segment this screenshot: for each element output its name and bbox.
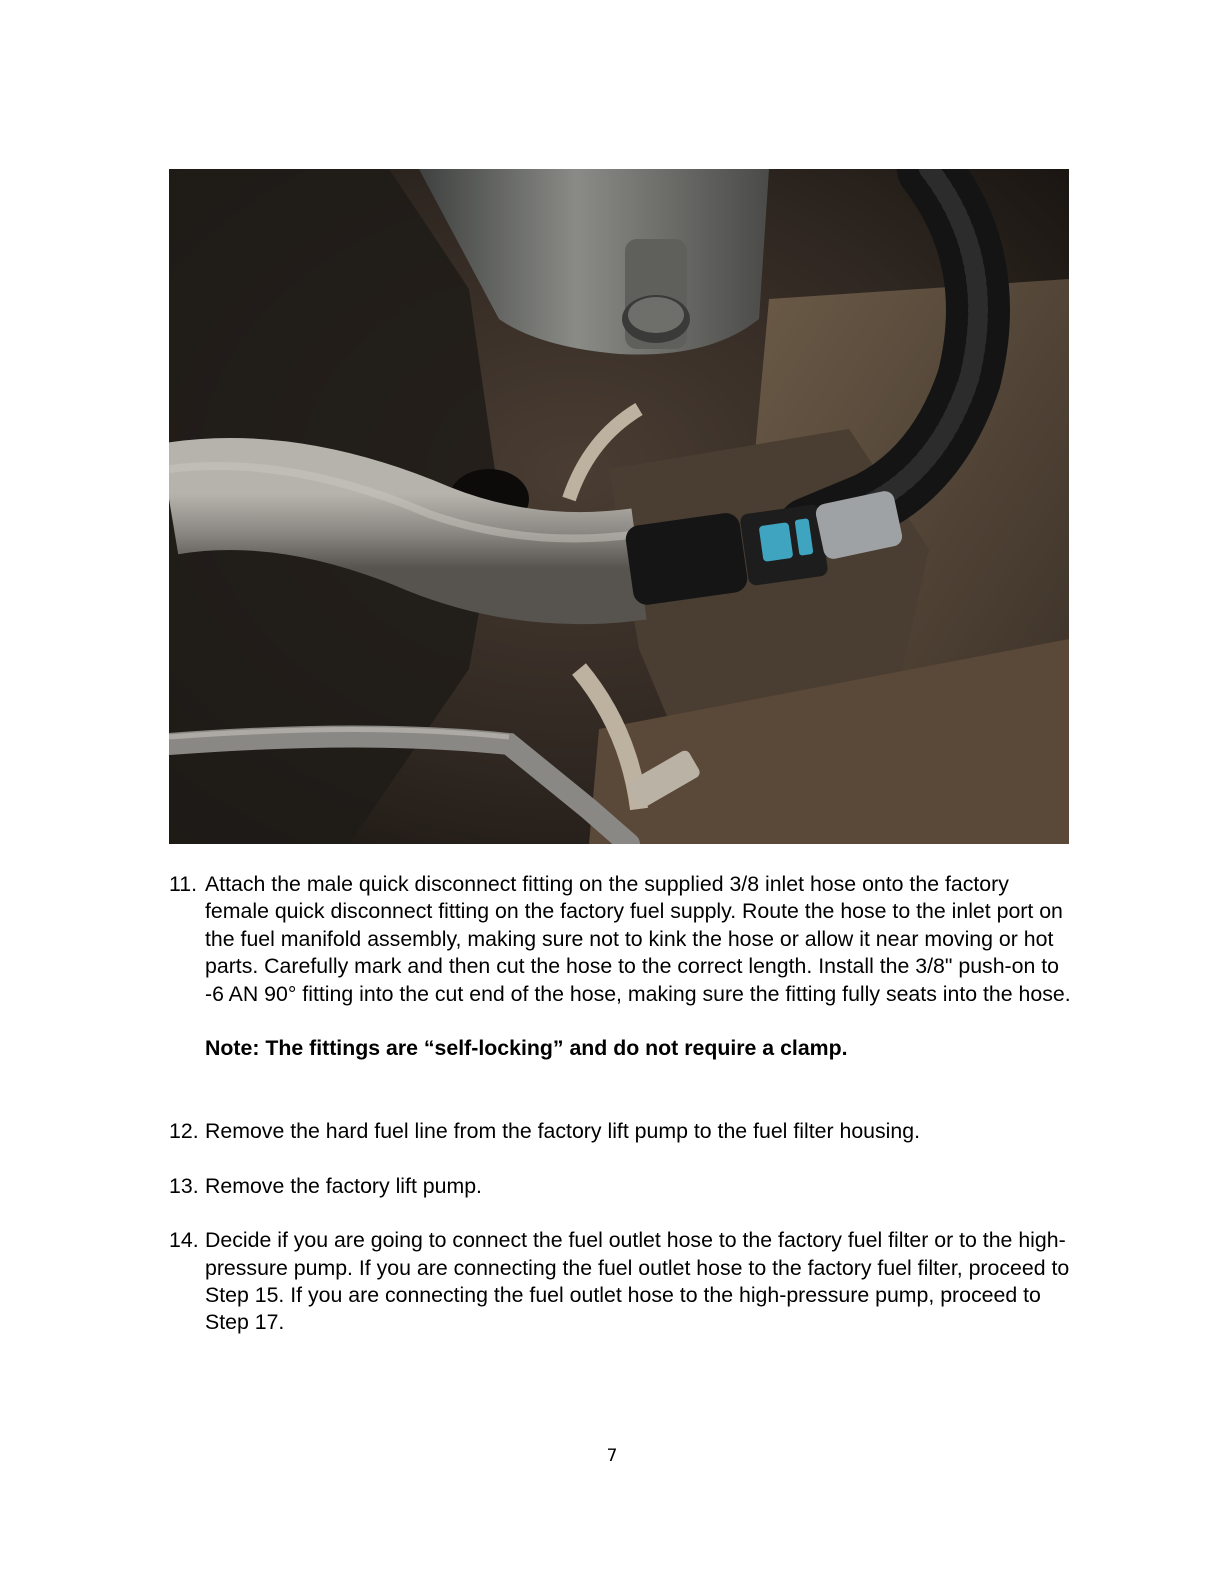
page-number: 7 (606, 1446, 618, 1466)
step-number: 12. (169, 1119, 199, 1144)
step-text: Attach the male quick disconnect fitting on the supplied 3/8 inlet hose onto the factory female quick disconnect fitting on the factory fuel supply. Route the hose to the inlet port on the fuel manifold assembly, making sure not to kink the hose or allow it near moving or hot parts. Carefully mark and then cut the hose to the correct length. Install the 3/8" push-on to -6 AN 90° fitting into the cut end of the hose, making sure the fitting fully seats into the hose. (205, 872, 1071, 1006)
step-number: 13. (169, 1173, 199, 1198)
step-12 (169, 1118, 1074, 1145)
step-13 (169, 1173, 1074, 1200)
step-14 (169, 1227, 1074, 1337)
step-text: Decide if you are going to connect the fuel outlet hose to the factory fuel filter or to the high-pressure pump. If you are connecting the fuel outlet hose to the factory fuel filter, proceed to Step 15. If you are connecting the fuel outlet hose to the high-pressure pump, proceed to Step 17. (205, 1228, 1070, 1335)
fuel-line-connection-illustration (169, 169, 1069, 844)
engine-bay-photo (169, 169, 1069, 844)
step-number: 11. (169, 872, 198, 896)
step-text: Remove the factory lift pump. (205, 1173, 482, 1198)
step-text: Remove the hard fuel line from the factory lift pump to the fuel filter housing. (205, 1119, 920, 1144)
instruction-steps (169, 871, 1074, 1337)
step-11 (169, 871, 1074, 1062)
note-text: Note: The fittings are “self-locking” and do not require a clamp. (205, 1036, 848, 1061)
step-number: 14. (169, 1228, 199, 1253)
